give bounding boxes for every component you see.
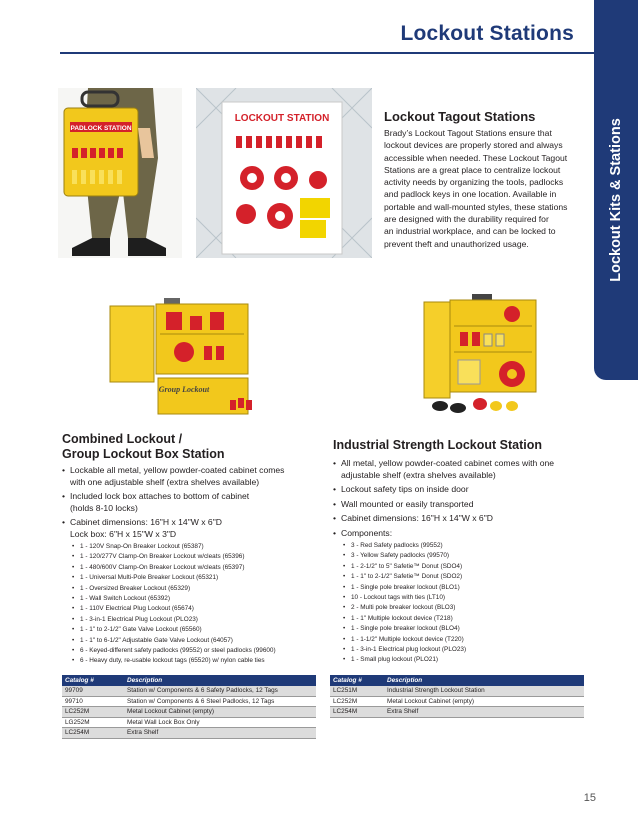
list-item: • 3 - Red Safety padlocks (99552) [343, 541, 593, 551]
list-item: • 1 - Universal Multi-Pole Breaker Lockout (65321) [72, 573, 322, 583]
list-item: • 1 - Single pole breaker lockout (BLO4) [343, 624, 593, 634]
industrial-components-list [343, 541, 593, 666]
list-item: • 1 - Oversized Breaker Lockout (65329) [72, 584, 322, 594]
page-number: 15 [583, 792, 596, 804]
combined-heading-line: Group Lockout Box Station [62, 447, 225, 461]
list-item: • Cabinet dimensions: 16"H x 14"W x 6"D [333, 513, 593, 525]
list-item: • 1 - 1-1/2" Multiple lockout device (T220) [343, 635, 593, 645]
list-item: • Wall mounted or easily transported [333, 499, 593, 511]
padlock-station-photo [58, 88, 182, 258]
intro-line: activity needs by organizing the tools, padlocks [384, 177, 564, 188]
list-item: • 1 - Single pole breaker lockout (BLO1) [343, 583, 593, 593]
description-header: Description [124, 675, 316, 686]
intro-line: Stations are a great place to centralize lockout [384, 164, 561, 175]
list-item: • 1 - 120V Snap-On Breaker Lockout (65387) [72, 542, 322, 552]
table-header-row [330, 675, 584, 686]
table-row: LG252M Metal Wall Lock Box Only [62, 717, 316, 728]
intro-heading: Lockout Tagout Stations [384, 109, 536, 124]
list-item: • 1 - 1" to 6-1/2" Adjustable Gate Valve Lockout (64057) [72, 636, 322, 646]
list-item: • 1 - 120/277V Clamp-On Breaker Lockout w/cleats (65396) [72, 552, 322, 562]
intro-line: an industrial workplace, and can be locked to [384, 226, 556, 237]
list-item: • 1 - 3-in-1 Electrical plug lockout (PLO23) [343, 645, 593, 655]
table-header-row [62, 675, 316, 686]
intro-line: Brady’s Lockout Tagout Stations ensure that [384, 128, 552, 138]
list-item: • 1 - 1" to 2-1/2" Safetie™ Donut (SDO2) [343, 572, 593, 582]
table-row: 99710 Station w/ Components & 6 Steel Padlocks, 12 Tags [62, 696, 316, 707]
page-title: Lockout Stations [400, 22, 574, 45]
list-item: • 1 - 480/600V Clamp-On Breaker Lockout w/cleats (65397) [72, 563, 322, 573]
list-item: • 1 - Small plug lockout (PLO21) [343, 655, 593, 665]
table-row: 99709 Station w/ Components & 6 Safety Padlocks, 12 Tags [62, 686, 316, 696]
lockout-station-sign: LOCKOUT STATION [234, 113, 330, 124]
intro-line: lockout devices are properly stored and always [384, 140, 563, 151]
industrial-catalog-table [330, 675, 584, 718]
catalog-number-header: Catalog # [330, 675, 384, 686]
combined-feature-list [62, 465, 322, 670]
list-item: • 1 - 1" Multiple lockout device (T218) [343, 614, 593, 624]
lockout-station-wall-photo [196, 88, 372, 258]
intro-line: are designed with the durability required for [384, 214, 549, 225]
list-item: • All metal, yellow powder-coated cabinet comes with one adjustable shelf (extra shelves available) [333, 458, 593, 481]
list-item: • 3 - Yellow Safety padlocks (99570) [343, 551, 593, 561]
padlock-station-sign: PADLOCK STATION [70, 125, 132, 132]
list-item: • 1 - 2-1/2" to 5" Safetie™ Donut (SDO4) [343, 562, 593, 572]
industrial-station-heading: Industrial Strength Lockout Station [333, 438, 543, 452]
intro-line: and padlock keys in one location. Available in [384, 189, 557, 200]
combined-catalog-table [62, 675, 316, 739]
list-item: • 6 - Keyed-different safety padlocks (99552) or steel padlocks (99600) [72, 646, 322, 656]
list-item: • 1 - 1" to 2-1/2" Gate Valve Lockout (65560) [72, 625, 322, 635]
description-header: Description [384, 675, 584, 686]
list-item: • Included lock box attaches to bottom of cabinet (holds 8-10 locks) [62, 491, 322, 514]
intro-paragraph [384, 127, 594, 250]
list-item: • Components: • 3 - Red Safety padlocks (99552) • 3 - Yellow Safety padlocks (99570) • 1 - 2-1/2" to 5" Safetie™ Donut (SDO4) • 1 - 1" to 2-1/2" Safetie™ Donut (SDO2) • 1 - Single pole breaker lockout (BLO1) • 10 - Lockout tags with ties (LT10) • 2 - Multi pole breaker lockout (BLO3) • 1 - 1" Multiple lockout device (T218) • 1 - Single pole breaker lockout (BLO4) • 1 - 1-1/2" Multiple lockout device (T220) • 1 - 3-in-1 Electrical plug lockout (PLO23) • 1 - Small plug lockout (PLO21) [333, 528, 593, 666]
table-row: LC252M Metal Lockout Cabinet (empty) [62, 707, 316, 718]
combined-station-heading [62, 432, 225, 462]
side-tab-label: Lockout Kits & Stations [608, 118, 624, 282]
title-divider [60, 52, 598, 54]
combined-components-list [72, 542, 322, 667]
group-lockout-station-photo [104, 294, 260, 422]
industrial-station-photo [420, 290, 540, 420]
list-item: • 2 - Multi pole breaker lockout (BLO3) [343, 603, 593, 613]
list-item: • 1 - 110V Electrical Plug Lockout (65674) [72, 604, 322, 614]
section-side-tab[interactable] [594, 0, 638, 380]
table-row: LC252M Metal Lockout Cabinet (empty) [330, 696, 584, 707]
list-item: • Lockable all metal, yellow powder-coated cabinet comes with one adjustable shelf (extra shelves available) [62, 465, 322, 488]
list-item: • Lockout safety tips on inside door [333, 484, 593, 496]
intro-line: portable and wall-mounted styles, these stations [384, 201, 568, 212]
intro-line: accessible when needed. These Lockout Tagout [384, 152, 568, 163]
list-item: • 1 - 3-in-1 Electrical Plug Lockout (PLO23) [72, 615, 322, 625]
table-row: LC251M Industrial Strength Lockout Station [330, 686, 584, 696]
combined-heading-line: Combined Lockout / [62, 432, 183, 446]
intro-line: prevent theft and unauthorized usage. [384, 238, 529, 249]
list-item: • Cabinet dimensions: 16"H x 14"W x 6"D Lock box: 6"H x 15"W x 3"D • 1 - 120V Snap-On Breaker Lockout (65387) • 1 - 120/277V Clamp-On Breaker Lockout w/cleats (65396) • 1 - 480/600V Clamp-On Breaker Lockout w/cleats (65397) • 1 - Universal Multi-Pole Breaker Lockout (65321) • 1 - Oversized Breaker Lockout (65329) • 1 - Wall Switch Lockout (65392) • 1 - 110V Electrical Plug Lockout (65674) • 1 - 3-in-1 Electrical Plug Lockout (PLO23) • 1 - 1" to 2-1/2" Gate Valve Lockout (65560) • 1 - 1" to 6-1/2" Adjustable Gate Valve Lockout (64057) • 6 - Keyed-different safety padlocks (99552) or steel padlocks (99600) • 6 - Heavy duty, re-usable lockout tags (65520) w/ nylon cable ties [62, 517, 322, 667]
table-row: LC254M Extra Shelf [62, 728, 316, 739]
catalog-number-header: Catalog # [62, 675, 124, 686]
industrial-feature-list [333, 458, 593, 669]
list-item: • 1 - Wall Switch Lockout (65392) [72, 594, 322, 604]
list-item: • 10 - Lockout tags with ties (LT10) [343, 593, 593, 603]
list-item: • 6 - Heavy duty, re-usable lockout tags (65520) w/ nylon cable ties [72, 656, 322, 666]
table-row: LC254M Extra Shelf [330, 707, 584, 718]
group-lockout-label: Group Lockout [158, 385, 210, 394]
